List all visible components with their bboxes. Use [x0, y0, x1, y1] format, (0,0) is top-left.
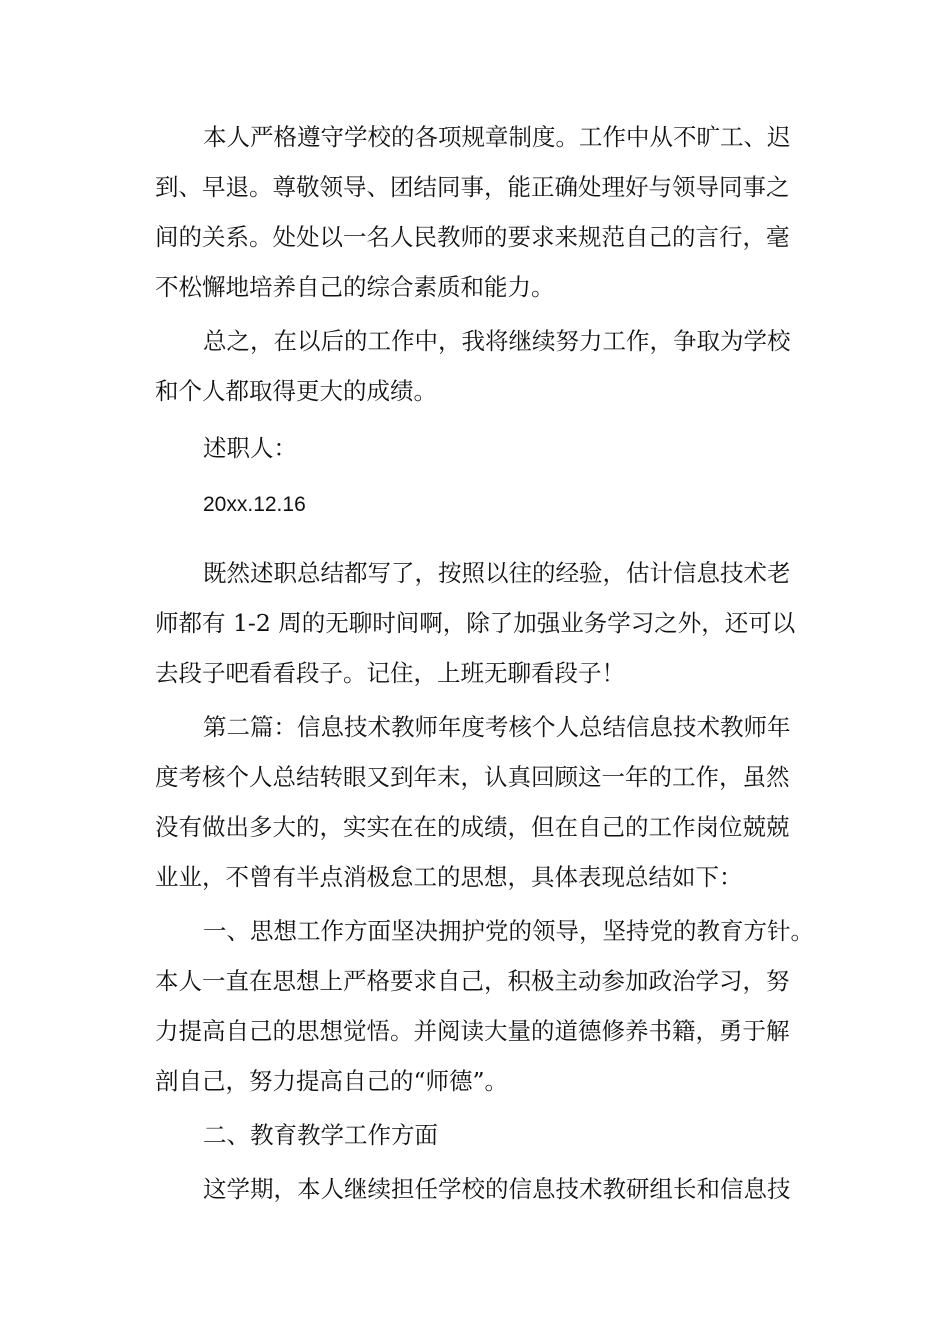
paragraph-date: [155, 480, 803, 530]
paragraph-ideology-section: [155, 906, 814, 1106]
paragraph-conclusion: [155, 316, 803, 416]
paragraph-spacer: [155, 530, 803, 548]
text-line: 间的关系。处处以一名人民教师的要求来规范自己的言行，毫: [155, 223, 790, 251]
text-line: 业业，不曾有半点消极怠工的思想，具体表现总结如下：: [155, 863, 743, 891]
paragraph-aside: [155, 548, 803, 698]
section-heading-teaching: [155, 1110, 803, 1160]
text-line: 和个人都取得更大的成绩。: [155, 377, 437, 405]
document-body: [155, 112, 814, 1214]
signature-label: 述职人：: [203, 434, 297, 462]
paragraph-school-rules: [155, 112, 803, 312]
text-line: 本人严格遵守学校的各项规章制度。工作中从不旷工、迟: [203, 123, 791, 151]
text-line: 没有做出多大的，实实在在的成绩，但在自己的工作岗位兢兢: [155, 813, 790, 841]
text-line: 这学期，本人继续担任学校的信息技术教研组长和信息技: [203, 1175, 791, 1203]
paragraph-teaching-duties: [155, 1164, 803, 1214]
text-line: 一、思想工作方面坚决拥护党的领导，坚持党的教育方针。: [203, 917, 814, 945]
text-line: 总之，在以后的工作中，我将继续努力工作，争取为学校: [203, 327, 791, 355]
text-line: 到、早退。尊敬领导、团结同事，能正确处理好与领导同事之: [155, 173, 790, 201]
report-date: 20xx.12.16: [203, 493, 306, 516]
section-heading: 二、教育教学工作方面: [203, 1121, 438, 1149]
paragraph-spacer: [155, 473, 803, 480]
text-line: 既然述职总结都写了，按照以往的经验，估计信息技术老: [203, 559, 791, 587]
paragraph-spacer: [155, 416, 803, 423]
text-line: 剖自己，努力提高自己的“师德”。: [155, 1067, 509, 1095]
text-line: 不松懈地培养自己的综合素质和能力。: [155, 273, 555, 301]
text-line: 度考核个人总结转眼又到年末，认真回顾这一年的工作，虽然: [155, 763, 790, 791]
text-line: 第二篇：信息技术教师年度考核个人总结信息技术教师年: [203, 713, 791, 741]
text-line: 师都有 1-2 周的无聊时间啊，除了加强业务学习之外，还可以: [155, 609, 796, 637]
paragraph-signature-label: [155, 423, 803, 473]
text-line: 去段子吧看看段子。记住，上班无聊看段子！: [155, 659, 625, 687]
text-line: 力提高自己的思想觉悟。并阅读大量的道德修养书籍，勇于解: [155, 1017, 790, 1045]
text-line: 本人一直在思想上严格要求自己，积极主动参加政治学习，努: [155, 967, 790, 995]
paragraph-second-article: [155, 702, 803, 902]
